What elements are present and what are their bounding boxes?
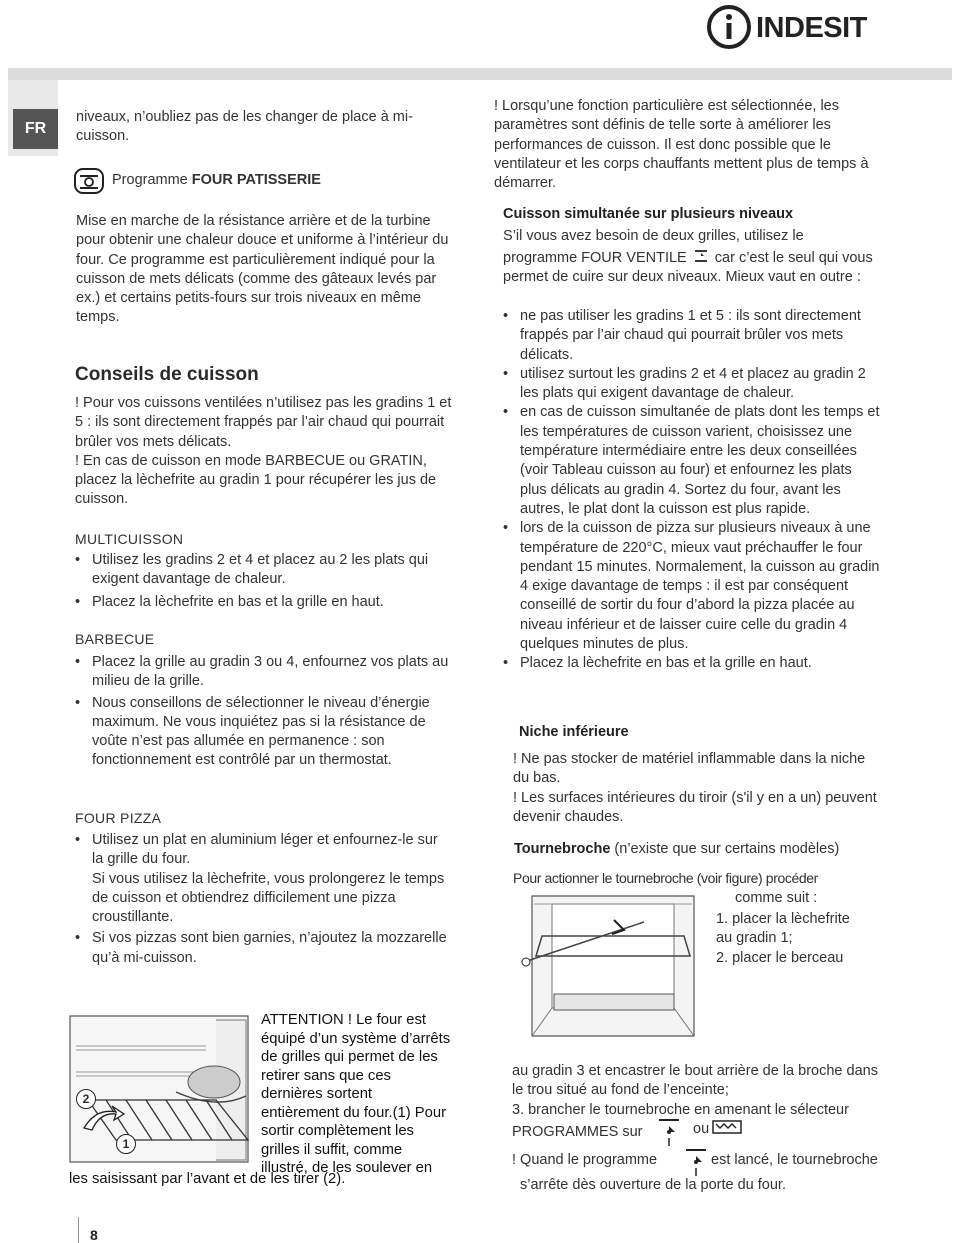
simul-line2b: car c’est le seul qui vous permet de cuire sur deux niveaux. Mieux vaut en outre :: [503, 250, 873, 286]
brand-name: INDESIT: [756, 12, 867, 44]
conseils-p2: ! En cas de cuisson en mode BARBECUE ou GRATIN, placez la lèchefrite au gradin 1 pour récupérer les jus de cuisson.: [75, 452, 437, 508]
list-item: • ne pas utiliser les gradins 1 et 5 : ils sont directement frappés par l’air chaud qui pourrait brûler vos mets délicats.: [503, 307, 881, 365]
step-1-marker: [116, 1134, 136, 1154]
indesit-logo-mark: [706, 4, 752, 50]
list-item-continued: Si vous utilisez la lèchefrite, vous prolongerez le temps de cuisson et obtiendrez difficilement une pizza croustillante.: [92, 870, 445, 926]
tourne-step1: [716, 910, 916, 968]
tourne-line2: comme suit :: [735, 890, 818, 906]
barbecue-title: BARBECUE: [75, 631, 155, 647]
simul-line1: S’il vous avez besoin de deux grilles, utilisez le: [503, 228, 804, 244]
tourne-cont2: 3. brancher le tournebroche en amenant le sélecteur: [512, 1102, 849, 1118]
rotisserie-program-icon-2: [684, 1148, 708, 1178]
tourne-quand-a: ! Quand le programme: [512, 1152, 658, 1168]
tourne-line1: Pour actionner le tournebroche (voir figure) procéder: [513, 870, 818, 886]
attention-text: ATTENTION ! Le four est équipé d’un système d’arrêts de grilles qui permet de les retirer sans que ces dernières sortent entièrement du four.(1) Pour sortir complètement les grilles il suffit, comme illustré, de les soulever en: [261, 1012, 451, 1176]
list-item: • Placez la lèchefrite en bas et la grille en haut.: [75, 593, 453, 612]
tourne-title: Tournebroche: [514, 841, 611, 857]
tourne-note: (n’existe que sur certains modèles): [610, 841, 840, 857]
tourne-step2: 2. placer le berceau: [716, 949, 844, 966]
rotisserie-program-icon: [657, 1118, 681, 1148]
rotisserie-illustration: [514, 890, 714, 1040]
niche-p2: ! Les surfaces intérieures du tiroir (s'il y en a un) peuvent devenir chaudes.: [513, 789, 877, 825]
header-bar: [8, 68, 952, 80]
tourne-quand-b: est lancé, le tournebroche: [711, 1152, 878, 1168]
simul-line2a: programme FOUR VENTILE: [503, 250, 687, 266]
list-item: • Utilisez les gradins 2 et 4 et placez au 2 les plats qui exigent davantage de chaleur.: [75, 551, 453, 590]
conseils-p1: ! Pour vos cuissons ventilées n’utilisez pas les gradins 1 et 5 : ils sont directement frappés par l’air chaud qui pourrait brûler vos mets délicats.: [75, 395, 452, 450]
simul-body: [503, 249, 883, 288]
fan-oven-icon: [694, 249, 708, 263]
conseils-text: [75, 394, 453, 510]
pizza-title: FOUR PIZZA: [75, 810, 162, 826]
simul-list: [503, 307, 881, 674]
attention-tail: les saisissant par l’avant et de les tirer (2).: [69, 1171, 346, 1187]
tourne-ou: ou: [693, 1121, 710, 1137]
niche-p1: ! Ne pas stocker de matériel inflammable dans la niche du bas.: [513, 751, 866, 787]
list-item: • lors de la cuisson de pizza sur plusieurs niveaux à une température de 220°C, mieux vaut préchauffer le four pendant 15 minutes. Normalement, la cuisson au gradin 4 exige davantage de temps : il est par conséquent conseillé de sortir du four d’abord la pizza placée au niveau inférieur et de laisser cuire celle du gradin 4 quelques minutes de plus.: [503, 519, 881, 654]
list-item: • Utilisez un plat en aluminium léger et enfournez-le sur la grille du four.: [75, 831, 451, 870]
barbecue-list: [75, 653, 450, 771]
patisserie-text: Mise en marche de la résistance arrière et de la turbine pour obtenir une chaleur douce et uniforme à l’intérieur du four. Ce programme est particulièrement indiqué pour la cuisson de mets délicats (comme des gâteaux levés par ex.) et certains petits-fours sur trois niveaux en même temps.: [76, 213, 449, 326]
pizza-list: [75, 831, 451, 968]
list-item: • Nous conseillons de sélectionner le niveau d’énergie maximum. Ne vous inquiétez pas si la résistance de voûte n’est pas allumée en permanence : son fonctionnement est contrôlé par un thermostat.: [75, 694, 450, 771]
tourne-step1a: 1. placer la lèchefrite: [716, 911, 850, 927]
shelf-removal-illustration: [66, 1010, 256, 1168]
tourne-heading: [514, 840, 894, 859]
list-item: • utilisez surtout les gradins 2 et 4 et placez au gradin 2 les plats qui exigent davantage de chaleur.: [503, 365, 881, 404]
grill-program-icon: [712, 1119, 742, 1135]
niche-text: [513, 750, 879, 827]
patisserie-heading: [74, 168, 444, 194]
footer-divider: [78, 1217, 79, 1243]
conseils-title: Conseils de cuisson: [75, 364, 259, 385]
step-2-marker: [76, 1089, 96, 1109]
step-1-label: 1: [122, 1137, 130, 1151]
multi-list: [75, 551, 453, 612]
list-item: • Placez la lèchefrite en bas et la grille en haut.: [503, 654, 881, 673]
language-tab: FR: [13, 109, 58, 149]
tourne-step1b: au gradin 1;: [716, 930, 793, 947]
tourne-cont1: au gradin 3 et encastrer le bout arrière de la broche dans le trou situé au fond de l’enceinte;: [512, 1063, 878, 1099]
niche-title: Niche inférieure: [519, 724, 629, 740]
list-item: • Placez la grille au gradin 3 ou 4, enfournez vos plats au milieu de la grille.: [75, 653, 450, 692]
patisserie-title: FOUR PATISSERIE: [191, 172, 321, 189]
patisserie-prefix: Programme: [112, 172, 192, 189]
list-item: • Si vos pizzas sont bien garnies, n’ajoutez la mozzarelle qu’à mi-cuisson.: [75, 929, 451, 968]
patisserie-program-icon: [74, 168, 104, 194]
page-number: 8: [90, 1227, 98, 1243]
tourne-prog-label: PROGRAMMES sur: [512, 1124, 643, 1140]
tourne-quand-c: s’arrête dès ouverture de la porte du four.: [520, 1177, 786, 1193]
left-intro: niveaux, n’oubliez pas de les changer de place à mi-cuisson.: [76, 109, 413, 145]
step-2-label: 2: [82, 1092, 90, 1106]
right-intro: ! Lorsqu’une fonction particulière est sélectionnée, les paramètres sont définis de telle sorte à améliorer les performances de cuisson. Il est donc possible que le ventilateur et les corps chauffants mettent plus de temps à démarrer.: [494, 98, 869, 192]
brand-logo: [706, 4, 876, 52]
multi-title: MULTICUISSON: [75, 531, 184, 547]
list-item: • en cas de cuisson simultanée de plats dont les temps et les températures de cuisson varient, choisissez une température intermédiaire entre les deux conseillées (voir Tableau cuisson au four) et enfournez les plats plus délicats au gradin 4. Sortez du four, avant les autres, le plat dont la cuisson est plus rapide.: [503, 403, 881, 519]
simul-title: Cuisson simultanée sur plusieurs niveaux: [503, 206, 794, 222]
